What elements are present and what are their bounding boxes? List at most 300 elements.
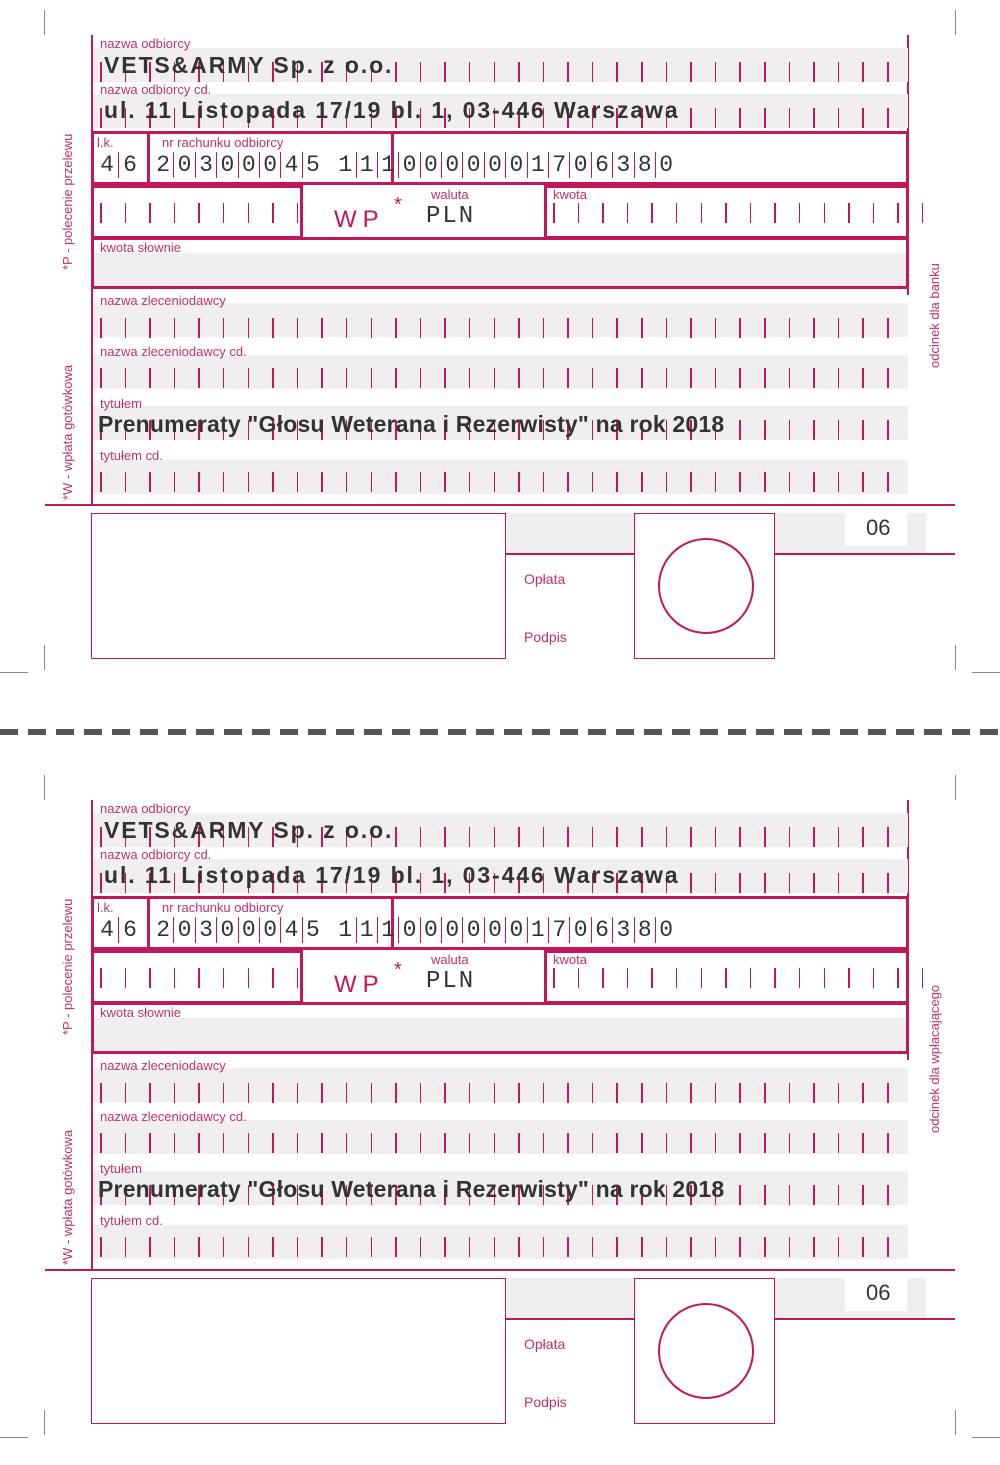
lk-label: l.k. (97, 135, 114, 150)
digit-cell: 1 (338, 152, 353, 178)
character-cell-divider (420, 1133, 422, 1153)
character-cell-divider (873, 203, 875, 223)
character-cell-divider (602, 203, 604, 223)
character-cell-divider (764, 1237, 766, 1257)
character-cell-divider (469, 827, 471, 847)
character-cell-divider (578, 203, 580, 223)
character-cell-divider (149, 203, 151, 223)
character-cell-divider (813, 472, 815, 492)
character-cell-divider (838, 1185, 840, 1205)
fee-label: Opłata (524, 571, 566, 587)
character-cell-divider (690, 1083, 692, 1103)
character-cell-divider (862, 1083, 864, 1103)
fee-label: Opłata (524, 1336, 566, 1352)
character-cell-divider (100, 62, 102, 82)
character-cell-divider (897, 203, 899, 223)
character-cell-divider (616, 1237, 618, 1257)
character-cell-divider (676, 968, 678, 988)
character-cell-divider (690, 873, 692, 893)
character-cell-divider (813, 420, 815, 440)
digit-cell: 1 (356, 152, 377, 178)
character-cell-divider (602, 968, 604, 988)
character-cell-divider (739, 827, 741, 847)
character-cell-divider (174, 203, 176, 223)
digit-cell: 0 (655, 152, 676, 178)
character-cell-divider (592, 1083, 594, 1103)
character-cell-divider (198, 1133, 200, 1153)
digit-cell: 4 (100, 152, 114, 178)
amount-words-label: kwota słownie (100, 240, 181, 255)
recipient-label: nazwa odbiorcy (100, 801, 191, 816)
character-cell-divider (494, 1237, 496, 1257)
character-cell-divider (272, 1083, 274, 1103)
digit-cell: 5 (302, 917, 323, 943)
character-cell-divider (297, 1133, 299, 1153)
character-cell-divider (578, 968, 580, 988)
digit-cell: 2 (156, 917, 171, 943)
character-cell-divider (789, 1237, 791, 1257)
character-cell-divider (813, 1185, 815, 1205)
character-cell-divider (813, 1133, 815, 1153)
character-cell-divider (799, 968, 801, 988)
character-cell-divider (223, 1133, 225, 1153)
character-cell-divider (862, 62, 864, 82)
character-cell-divider (789, 1133, 791, 1153)
digit-cell: 8 (634, 917, 655, 943)
lk-label: l.k. (97, 900, 114, 915)
type-code: WP (334, 971, 385, 998)
form-code: 06 (866, 1280, 891, 1305)
character-cell-divider (100, 873, 102, 893)
character-cell-divider (651, 203, 653, 223)
character-cell-divider (715, 1133, 717, 1153)
character-cell-divider (666, 472, 668, 492)
character-cell-divider (641, 1083, 643, 1103)
character-cell-divider (838, 1133, 840, 1153)
character-cell-divider (420, 827, 422, 847)
character-cell-divider (592, 62, 594, 82)
character-cell-divider (469, 1237, 471, 1257)
character-cell-divider (739, 1237, 741, 1257)
character-cell-divider (641, 318, 643, 338)
digit-cell: 3 (612, 152, 633, 178)
character-cell-divider (701, 203, 703, 223)
character-cell-divider (887, 62, 889, 82)
character-cell-divider (444, 318, 446, 338)
character-cell-divider (444, 472, 446, 492)
character-cell-divider (887, 1185, 889, 1205)
digit-cell: 1 (356, 917, 377, 943)
character-cell-divider (174, 472, 176, 492)
lk-value[interactable] (96, 917, 141, 943)
character-cell-divider (248, 368, 250, 388)
character-cell-divider (838, 827, 840, 847)
character-cell-divider (887, 827, 889, 847)
character-cell-divider (321, 1237, 323, 1257)
digit-cell: 0 (441, 917, 462, 943)
character-cell-divider (272, 1133, 274, 1153)
character-cell-divider (838, 318, 840, 338)
character-cell-divider (813, 827, 815, 847)
character-cell-divider (198, 472, 200, 492)
character-cell-divider (838, 62, 840, 82)
account-value[interactable] (153, 917, 676, 943)
digit-cell: 0 (259, 152, 280, 178)
character-cell-divider (272, 203, 274, 223)
character-cell-divider (444, 827, 446, 847)
character-cell-divider (149, 368, 151, 388)
character-cell-divider (346, 1237, 348, 1257)
transfer-type-label: *P - polecenie przelewu (60, 898, 75, 1035)
character-cell-divider (149, 968, 151, 988)
character-cell-divider (764, 368, 766, 388)
character-cell-divider (592, 472, 594, 492)
character-cell-divider (739, 1185, 741, 1205)
character-cell-divider (641, 1237, 643, 1257)
character-cell-divider (371, 1133, 373, 1153)
lk-value[interactable] (96, 152, 141, 178)
character-cell-divider (567, 62, 569, 82)
character-cell-divider (887, 873, 889, 893)
digit-cell: 7 (548, 152, 569, 178)
character-cell-divider (149, 472, 151, 492)
character-cell-divider (651, 968, 653, 988)
character-cell-divider (739, 108, 741, 128)
character-cell-divider (887, 1133, 889, 1153)
character-cell-divider (395, 62, 397, 82)
amount-words-label: kwota słownie (100, 1005, 181, 1020)
character-cell-divider (321, 368, 323, 388)
character-cell-divider (862, 420, 864, 440)
currency-value[interactable]: PLN (426, 203, 476, 230)
character-cell-divider (789, 420, 791, 440)
character-cell-divider (248, 1237, 250, 1257)
digit-cell: 0 (505, 917, 526, 943)
character-cell-divider (297, 1083, 299, 1103)
digit-cell: 5 (302, 152, 323, 178)
character-cell-divider (125, 1133, 127, 1153)
character-cell-divider (824, 968, 826, 988)
character-cell-divider (739, 62, 741, 82)
character-cell-divider (543, 1083, 545, 1103)
character-cell-divider (813, 368, 815, 388)
currency-label: waluta (431, 952, 469, 967)
character-cell-divider (838, 108, 840, 128)
character-cell-divider (690, 318, 692, 338)
digit-cell: 0 (655, 917, 676, 943)
character-cell-divider (297, 472, 299, 492)
title2-label: tytułem cd. (100, 1213, 163, 1228)
digit-cell: 7 (548, 917, 569, 943)
digit-cell: 0 (484, 917, 505, 943)
character-cell-divider (469, 472, 471, 492)
digit-cell: 0 (484, 152, 505, 178)
character-cell-divider (666, 827, 668, 847)
character-cell-divider (420, 62, 422, 82)
seal-circle (658, 538, 754, 634)
account-value[interactable] (153, 152, 676, 178)
digit-cell: 0 (441, 152, 462, 178)
character-cell-divider (813, 62, 815, 82)
character-cell-divider (764, 62, 766, 82)
digit-cell: 0 (216, 152, 237, 178)
character-cell-divider (543, 318, 545, 338)
character-cell-divider (149, 1083, 151, 1103)
digit-cell: 0 (505, 152, 526, 178)
character-cell-divider (125, 968, 127, 988)
character-cell-divider (297, 1237, 299, 1257)
transfer-type-label: *P - polecenie przelewu (60, 133, 75, 270)
character-cell-divider (764, 318, 766, 338)
character-cell-divider (690, 62, 692, 82)
digit-cell: 3 (612, 917, 633, 943)
digit-cell: 8 (634, 152, 655, 178)
character-cell-divider (223, 968, 225, 988)
character-cell-divider (567, 368, 569, 388)
payer-label: nazwa zleceniodawcy (100, 1058, 226, 1073)
character-cell-divider (272, 368, 274, 388)
character-cell-divider (715, 1083, 717, 1103)
character-cell-divider (272, 472, 274, 492)
character-cell-divider (838, 1237, 840, 1257)
character-cell-divider (518, 1237, 520, 1257)
title-value: Prenumeraty "Głosu Weterana i Rezerwisty" na rok 2018 (98, 411, 725, 437)
character-cell-divider (494, 368, 496, 388)
character-cell-divider (616, 827, 618, 847)
character-cell-divider (750, 968, 752, 988)
character-cell-divider (371, 472, 373, 492)
character-cell-divider (371, 318, 373, 338)
character-cell-divider (739, 472, 741, 492)
character-cell-divider (764, 827, 766, 847)
character-cell-divider (125, 368, 127, 388)
character-cell-divider (100, 1237, 102, 1257)
character-cell-divider (838, 1083, 840, 1103)
character-cell-divider (125, 472, 127, 492)
character-cell-divider (862, 1133, 864, 1153)
character-cell-divider (701, 968, 703, 988)
character-cell-divider (789, 62, 791, 82)
cash-type-label: *W - wpłata gotówkowa (60, 1129, 75, 1265)
character-cell-divider (518, 472, 520, 492)
character-cell-divider (789, 1185, 791, 1205)
character-cell-divider (248, 968, 250, 988)
character-cell-divider (100, 472, 102, 492)
digit-cell: 4 (280, 917, 301, 943)
character-cell-divider (641, 472, 643, 492)
character-cell-divider (395, 1083, 397, 1103)
recipient-label: nazwa odbiorcy (100, 36, 191, 51)
character-cell-divider (922, 203, 924, 223)
character-cell-divider (100, 108, 102, 128)
character-cell-divider (198, 1083, 200, 1103)
perforation-line (0, 729, 1000, 735)
digit-cell: 0 (238, 917, 259, 943)
character-cell-divider (764, 420, 766, 440)
character-cell-divider (248, 1133, 250, 1153)
character-cell-divider (739, 1133, 741, 1153)
character-cell-divider (395, 827, 397, 847)
recipient2-label: nazwa odbiorcy cd. (100, 847, 212, 862)
character-cell-divider (616, 368, 618, 388)
character-cell-divider (627, 968, 629, 988)
copy-side-label: odcinek dla wpłacającego (927, 984, 942, 1133)
character-cell-divider (346, 368, 348, 388)
character-cell-divider (764, 108, 766, 128)
character-cell-divider (666, 1237, 668, 1257)
character-cell-divider (321, 472, 323, 492)
type-code-star: * (394, 959, 402, 981)
character-cell-divider (862, 318, 864, 338)
character-cell-divider (371, 1083, 373, 1103)
character-cell-divider (616, 472, 618, 492)
character-cell-divider (223, 203, 225, 223)
currency-value[interactable]: PLN (426, 968, 476, 995)
character-cell-divider (690, 1133, 692, 1153)
character-cell-divider (518, 827, 520, 847)
character-cell-divider (149, 1237, 151, 1257)
character-cell-divider (887, 1083, 889, 1103)
character-cell-divider (616, 318, 618, 338)
character-cell-divider (862, 108, 864, 128)
character-cell-divider (371, 1237, 373, 1257)
character-cell-divider (725, 968, 727, 988)
character-cell-divider (125, 1237, 127, 1257)
character-cell-divider (223, 1237, 225, 1257)
digit-cell: 0 (216, 917, 237, 943)
character-cell-divider (346, 1083, 348, 1103)
digit-cell: 3 (195, 917, 216, 943)
character-cell-divider (887, 1237, 889, 1257)
character-cell-divider (887, 368, 889, 388)
character-cell-divider (248, 203, 250, 223)
character-cell-divider (174, 368, 176, 388)
character-cell-divider (739, 1083, 741, 1103)
character-cell-divider (444, 62, 446, 82)
character-cell-divider (592, 1133, 594, 1153)
digit-cell: 6 (118, 152, 141, 178)
character-cell-divider (518, 318, 520, 338)
character-cell-divider (764, 472, 766, 492)
character-cell-divider (862, 472, 864, 492)
character-cell-divider (887, 472, 889, 492)
character-cell-divider (690, 368, 692, 388)
amount-label: kwota (553, 952, 587, 967)
character-cell-divider (272, 968, 274, 988)
character-cell-divider (149, 1133, 151, 1153)
character-cell-divider (666, 62, 668, 82)
character-cell-divider (725, 203, 727, 223)
character-cell-divider (346, 472, 348, 492)
recipient-value: VETS&ARMY Sp. z o.o. (104, 817, 394, 843)
character-cell-divider (789, 1083, 791, 1103)
character-cell-divider (543, 62, 545, 82)
digit-cell: 1 (377, 917, 398, 943)
character-cell-divider (198, 203, 200, 223)
character-cell-divider (789, 827, 791, 847)
character-cell-divider (444, 1237, 446, 1257)
character-cell-divider (494, 62, 496, 82)
character-cell-divider (789, 472, 791, 492)
character-cell-divider (125, 318, 127, 338)
character-cell-divider (420, 1083, 422, 1103)
character-cell-divider (690, 1237, 692, 1257)
character-cell-divider (494, 1083, 496, 1103)
title-value: Prenumeraty "Głosu Weterana i Rezerwisty" na rok 2018 (98, 1176, 725, 1202)
character-cell-divider (100, 318, 102, 338)
character-cell-divider (641, 368, 643, 388)
character-cell-divider (715, 873, 717, 893)
character-cell-divider (297, 968, 299, 988)
recipient2-value: ul. 11 Listopada 17/19 bl. 1, 03-446 Warszawa (104, 862, 680, 888)
character-cell-divider (297, 318, 299, 338)
character-cell-divider (494, 1133, 496, 1153)
character-cell-divider (297, 203, 299, 223)
character-cell-divider (774, 203, 776, 223)
stamp-box (91, 513, 506, 659)
character-cell-divider (553, 968, 555, 988)
character-cell-divider (862, 873, 864, 893)
character-cell-divider (813, 108, 815, 128)
character-cell-divider (676, 203, 678, 223)
character-cell-divider (616, 1083, 618, 1103)
character-cell-divider (518, 62, 520, 82)
title2-label: tytułem cd. (100, 448, 163, 463)
seal-circle (658, 1303, 754, 1399)
character-cell-divider (764, 1133, 766, 1153)
character-cell-divider (420, 472, 422, 492)
character-cell-divider (764, 1185, 766, 1205)
character-cell-divider (553, 203, 555, 223)
character-cell-divider (715, 368, 717, 388)
digit-cell: 0 (462, 917, 483, 943)
digit-cell: 0 (398, 917, 419, 943)
digit-cell: 0 (238, 152, 259, 178)
character-cell-divider (248, 472, 250, 492)
character-cell-divider (518, 1133, 520, 1153)
character-cell-divider (715, 1237, 717, 1257)
character-cell-divider (149, 318, 151, 338)
character-cell-divider (100, 203, 102, 223)
digit-cell: 0 (398, 152, 419, 178)
transfer-slip-bank-copy (0, 0, 1000, 700)
digit-cell: 2 (156, 152, 171, 178)
character-cell-divider (666, 368, 668, 388)
character-cell-divider (371, 368, 373, 388)
character-cell-divider (272, 318, 274, 338)
account-label: nr rachunku odbiorcy (162, 900, 284, 915)
character-cell-divider (174, 1083, 176, 1103)
character-cell-divider (198, 368, 200, 388)
character-cell-divider (838, 368, 840, 388)
character-cell-divider (592, 318, 594, 338)
character-cell-divider (420, 318, 422, 338)
character-cell-divider (862, 1185, 864, 1205)
character-cell-divider (100, 1083, 102, 1103)
character-cell-divider (321, 318, 323, 338)
character-cell-divider (666, 1083, 668, 1103)
character-cell-divider (174, 1237, 176, 1257)
digit-cell: 0 (569, 917, 590, 943)
payer2-label: nazwa zleceniodawcy cd. (100, 344, 247, 359)
character-cell-divider (395, 472, 397, 492)
character-cell-divider (813, 1083, 815, 1103)
character-cell-divider (592, 1237, 594, 1257)
character-cell-divider (223, 1083, 225, 1103)
title-label: tytułem (100, 1161, 142, 1176)
character-cell-divider (297, 368, 299, 388)
currency-label: waluta (431, 187, 469, 202)
